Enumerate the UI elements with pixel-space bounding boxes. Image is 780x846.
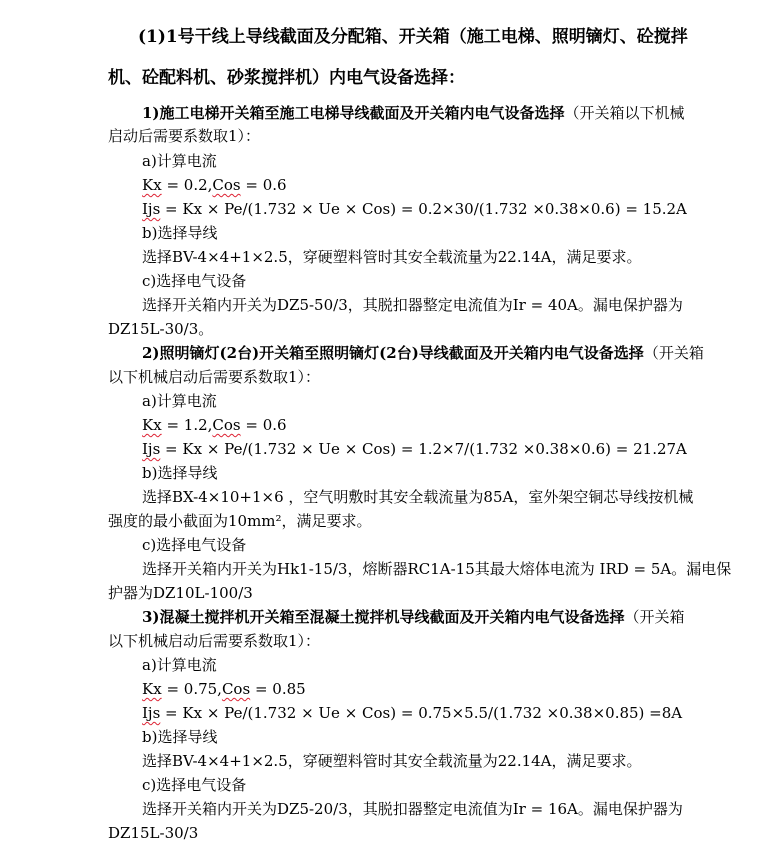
formula-end: ) = 0.75×5.5/(1.732 ×0.38×0.85) =8A	[390, 704, 683, 722]
sec3-title-bold: 3)混凝土搅拌机开关箱至混凝土搅拌机导线截面及开关箱内电气设备选择	[142, 608, 625, 626]
ijs-symbol: Ijs	[142, 200, 161, 218]
formula-mid: = Kx × Pe/(1.732 × Ue × Cos	[160, 704, 391, 722]
heading-line2: 机、砼配料机、砂浆搅拌机）内电气设备选择：	[108, 68, 465, 88]
sec1-device-text: 选择开关箱内开关为DZ5-50/3，其脱扣器整定电流值为Ir = 40A。漏电保护器为	[142, 296, 683, 314]
sec1-kx-line	[142, 175, 287, 195]
sec1-title-rest: （开关箱以下机械	[564, 104, 685, 122]
ijs-symbol: Ijs	[142, 704, 161, 722]
sec1-device-cont: DZ15L-30/3。	[108, 320, 214, 338]
sec3-device-cont: DZ15L-30/3	[108, 824, 199, 842]
sec1-a-label: a)计算电流	[142, 152, 217, 170]
sec2-a-label: a)计算电流	[142, 392, 217, 410]
sec3-kx-line	[142, 679, 306, 699]
cos-symbol: Cos	[212, 416, 241, 434]
sec3-device-text: 选择开关箱内开关为DZ5-20/3，其脱扣器整定电流值为Ir = 16A。漏电保护器为	[142, 800, 683, 818]
kx-symbol: Kx	[142, 416, 162, 434]
sec2-c-label: c)选择电气设备	[142, 536, 247, 554]
kx-symbol: Kx	[142, 680, 162, 698]
sec3-wire-text: 选择BV-4×4+1×2.5，穿硬塑料管时其安全载流量为22.14A，满足要求。	[142, 752, 642, 770]
sec3-c-label: c)选择电气设备	[142, 776, 247, 794]
sec2-title-cont: 以下机械启动后需要系数取1）：	[108, 368, 321, 386]
cos-symbol: Cos	[221, 680, 251, 698]
kx-value: = 1.2,	[161, 416, 213, 434]
sec1-wire-text: 选择BV-4×4+1×2.5，穿硬塑料管时其安全载流量为22.14A，满足要求。	[142, 248, 642, 266]
sec2-device-text: 选择开关箱内开关为Hk1-15/3，熔断器RC1A-15其最大熔体电流为 IRD = 5A。漏电保	[142, 560, 732, 578]
sec2-formula	[142, 439, 687, 459]
formula-mid: = Kx × Pe/(1.732 × Ue × Cos	[160, 440, 391, 458]
sec1-title-cont: 启动后需要系数取1）：	[108, 127, 261, 145]
sec2-title-rest: （开关箱	[643, 344, 704, 362]
sec2-title-bold: 2)照明镝灯(2台)开关箱至照明镝灯(2台)导线截面及开关箱内电气设备选择	[142, 344, 644, 362]
formula-end: ) = 1.2×7/(1.732 ×0.38×0.6) = 21.27A	[390, 440, 687, 458]
cos-value: = 0.6	[240, 416, 287, 434]
cos-symbol: Cos	[212, 176, 241, 194]
sec3-a-label: a)计算电流	[142, 656, 217, 674]
sec1-formula	[142, 199, 687, 219]
sec3-title-rest: （开关箱	[624, 608, 685, 626]
formula-mid: = Kx × Pe/(1.732 × Ue × Cos	[160, 200, 391, 218]
sec2-wire-text: 选择BX-4×10+1×6 ，空气明敷时其安全载流量为85A，室外架空铜芯导线按机械	[142, 488, 694, 506]
sec1-title	[142, 103, 685, 123]
cos-value: = 0.85	[250, 680, 306, 698]
sec1-title-bold: 1)施工电梯开关箱至施工电梯导线截面及开关箱内电气设备选择	[142, 104, 565, 122]
kx-value: = 0.2,	[161, 176, 213, 194]
sec1-b-label: b)选择导线	[142, 224, 218, 242]
sec2-kx-line	[142, 415, 287, 435]
sec3-b-label: b)选择导线	[142, 728, 218, 746]
sec2-b-label: b)选择导线	[142, 464, 218, 482]
kx-symbol: Kx	[142, 176, 162, 194]
sec2-device-cont: 护器为DZ10L-100/3	[108, 584, 253, 602]
heading-line1: (1)1号干线上导线截面及分配箱、开关箱（施工电梯、照明镝灯、砼搅拌	[138, 27, 688, 47]
formula-end: ) = 0.2×30/(1.732 ×0.38×0.6) = 15.2A	[390, 200, 687, 218]
ijs-symbol: Ijs	[142, 440, 161, 458]
sec1-c-label: c)选择电气设备	[142, 272, 247, 290]
sec3-formula	[142, 703, 682, 723]
kx-value: = 0.75,	[161, 680, 222, 698]
sec3-title-cont: 以下机械启动后需要系数取1）：	[108, 632, 321, 650]
sec2-wire-cont: 强度的最小截面为10mm²，满足要求。	[108, 512, 372, 530]
sec3-title	[142, 607, 685, 627]
sec2-title	[142, 343, 704, 363]
cos-value: = 0.6	[240, 176, 287, 194]
